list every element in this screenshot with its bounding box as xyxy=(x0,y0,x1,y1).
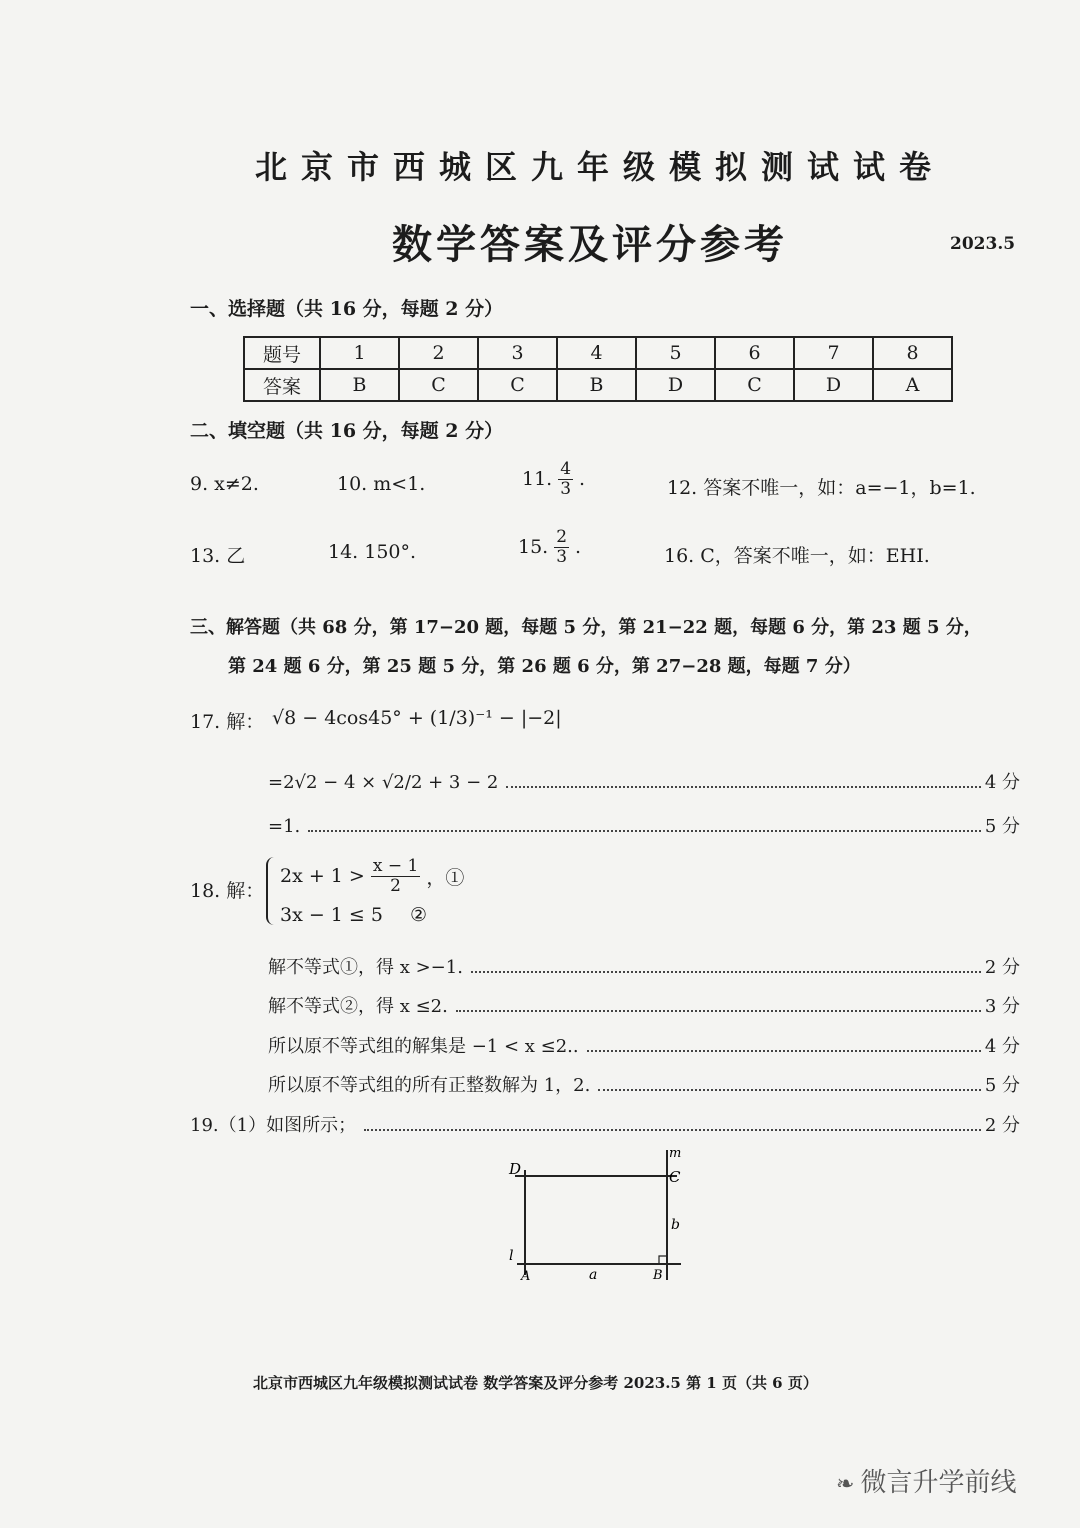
answer-cell: B xyxy=(320,369,399,401)
answer-cell: C xyxy=(478,369,557,401)
answer-11-fraction xyxy=(558,460,573,498)
system-brace xyxy=(266,857,278,925)
answer-cell: A xyxy=(873,369,952,401)
q17-step2-text: =1. xyxy=(268,816,301,837)
answer-table xyxy=(243,336,953,402)
question-number: 5 xyxy=(636,337,715,369)
answer-15-label: 15. xyxy=(518,536,549,559)
q18-label: 18. 解： xyxy=(190,880,265,902)
section2-title: 二、填空题（共 16 分，每题 2 分） xyxy=(190,420,504,442)
period: . xyxy=(575,536,582,559)
question-number: 1 xyxy=(320,337,399,369)
fraction-numerator: x − 1 xyxy=(372,856,419,876)
q19-part1-text: 19.（1）如图所示； xyxy=(190,1115,357,1136)
answer-cell: C xyxy=(715,369,794,401)
label-D: D xyxy=(509,1160,522,1178)
q17-step1-text: =2√2 − 4 × √2/2 + 3 − 2 xyxy=(268,772,499,793)
q18-step1-text: 解不等式①，得 x >−1. xyxy=(268,957,463,978)
section3-title-line2: 第 24 题 6 分，第 25 题 5 分，第 26 题 6 分，第 27−28 题，每题 7 分） xyxy=(228,656,861,677)
dot-leader xyxy=(471,971,981,973)
label-A: A xyxy=(521,1269,531,1284)
answer-16: 16. C，答案不唯一，如：EHI. xyxy=(664,545,930,567)
q18-step4-points: 5 分 xyxy=(984,1075,1020,1096)
q17-step1-points: 4 分 xyxy=(984,772,1020,793)
row-label-answer: 答案 xyxy=(244,369,320,401)
q19-part1-points: 2 分 xyxy=(984,1115,1020,1136)
q19-part1 xyxy=(190,1111,1020,1137)
q18-step3-points: 4 分 xyxy=(984,1036,1020,1057)
q18-step4 xyxy=(268,1071,1020,1097)
dot-leader xyxy=(587,1050,981,1052)
dot-leader xyxy=(364,1129,981,1131)
answer-cell: D xyxy=(794,369,873,401)
label-m: m xyxy=(669,1146,682,1161)
answer-15 xyxy=(518,528,581,566)
q18-ineq1-left: 2x + 1 > xyxy=(280,865,365,888)
watermark-text: 微言升学前线 xyxy=(860,1468,1017,1498)
fraction-denominator: 3 xyxy=(556,546,568,567)
q18-step3-text: 所以原不等式组的解集是 −1 < x ≤2.. xyxy=(268,1036,579,1057)
question-number: 4 xyxy=(557,337,636,369)
section1-title: 一、选择题（共 16 分，每题 2 分） xyxy=(190,298,504,320)
exam-title: 北京市西城区九年级模拟测试试卷 xyxy=(254,148,945,186)
answer-13: 13. 乙 xyxy=(190,545,246,567)
q17-step2 xyxy=(268,812,1020,838)
q18-step4-text: 所以原不等式组的所有正整数解为 1，2. xyxy=(268,1075,591,1096)
page-footer: 北京市西城区九年级模拟测试试卷 数学答案及评分参考 2023.5 第 1 页（共 6 页） xyxy=(253,1374,818,1392)
q18-inequality-2: 3x − 1 ≤ 5 xyxy=(280,904,383,926)
watermark xyxy=(836,1462,1016,1499)
q18-ineq2-mark: ② xyxy=(410,904,428,926)
q18-step1-points: 2 分 xyxy=(984,957,1020,978)
q18-step1 xyxy=(268,953,1020,979)
answer-10: 10. m<1. xyxy=(337,473,426,495)
q18-ineq1-fraction xyxy=(371,857,420,895)
fraction-numerator: 4 xyxy=(560,459,572,479)
document-title: 数学答案及评分参考 xyxy=(392,221,788,268)
fraction-denominator: 3 xyxy=(560,478,572,499)
geometry-figure xyxy=(495,1140,695,1290)
question-number: 7 xyxy=(794,337,873,369)
label-b: b xyxy=(671,1217,680,1233)
document-date: 2023.5 xyxy=(950,234,1016,254)
q18-inequality-1 xyxy=(280,857,464,895)
section3-title-line1: 三、解答题（共 68 分，第 17−20 题，每题 5 分，第 21−22 题，每题 6 分，第 23 题 5 分， xyxy=(190,617,982,638)
q18-step2-points: 3 分 xyxy=(984,996,1020,1017)
dot-leader xyxy=(506,786,980,788)
label-B: B xyxy=(653,1268,663,1283)
answer-cell: B xyxy=(557,369,636,401)
table-row-numbers xyxy=(244,337,952,369)
q18-step3 xyxy=(268,1032,1020,1058)
label-l: l xyxy=(509,1248,514,1264)
answer-15-fraction xyxy=(554,528,569,566)
label-C: C xyxy=(669,1168,681,1186)
dot-leader xyxy=(308,830,981,832)
q17-step1 xyxy=(268,768,1020,794)
table-row-answers xyxy=(244,369,952,401)
answer-12: 12. 答案不唯一，如：a=−1，b=1. xyxy=(667,477,976,499)
q18-step2 xyxy=(268,992,1020,1018)
question-number: 2 xyxy=(399,337,478,369)
question-number: 8 xyxy=(873,337,952,369)
answer-14: 14. 150°. xyxy=(328,541,417,563)
answer-cell: D xyxy=(636,369,715,401)
q17-step2-points: 5 分 xyxy=(984,816,1020,837)
dot-leader xyxy=(456,1010,981,1012)
q18-step2-text: 解不等式②，得 x ≤2. xyxy=(268,996,448,1017)
question-number: 3 xyxy=(478,337,557,369)
label-a: a xyxy=(589,1267,598,1283)
wechat-icon: ❧ xyxy=(836,1472,855,1497)
answer-11-label: 11. xyxy=(522,468,553,491)
q18-ineq1-mark: ，① xyxy=(426,866,465,889)
answer-9: 9. x≠2. xyxy=(190,473,259,495)
right-angle-mark xyxy=(659,1256,667,1264)
fraction-numerator: 2 xyxy=(556,527,568,547)
period: . xyxy=(579,468,586,491)
fraction-denominator: 2 xyxy=(390,875,401,896)
question-number: 6 xyxy=(715,337,794,369)
row-label-question: 题号 xyxy=(244,337,320,369)
q17-expression: √8 − 4cos45° + (1/3)⁻¹ − |−2| xyxy=(272,707,562,729)
answer-cell: C xyxy=(399,369,478,401)
answer-11 xyxy=(522,460,585,498)
dot-leader xyxy=(598,1089,980,1091)
q17-label: 17. 解： xyxy=(190,711,265,733)
